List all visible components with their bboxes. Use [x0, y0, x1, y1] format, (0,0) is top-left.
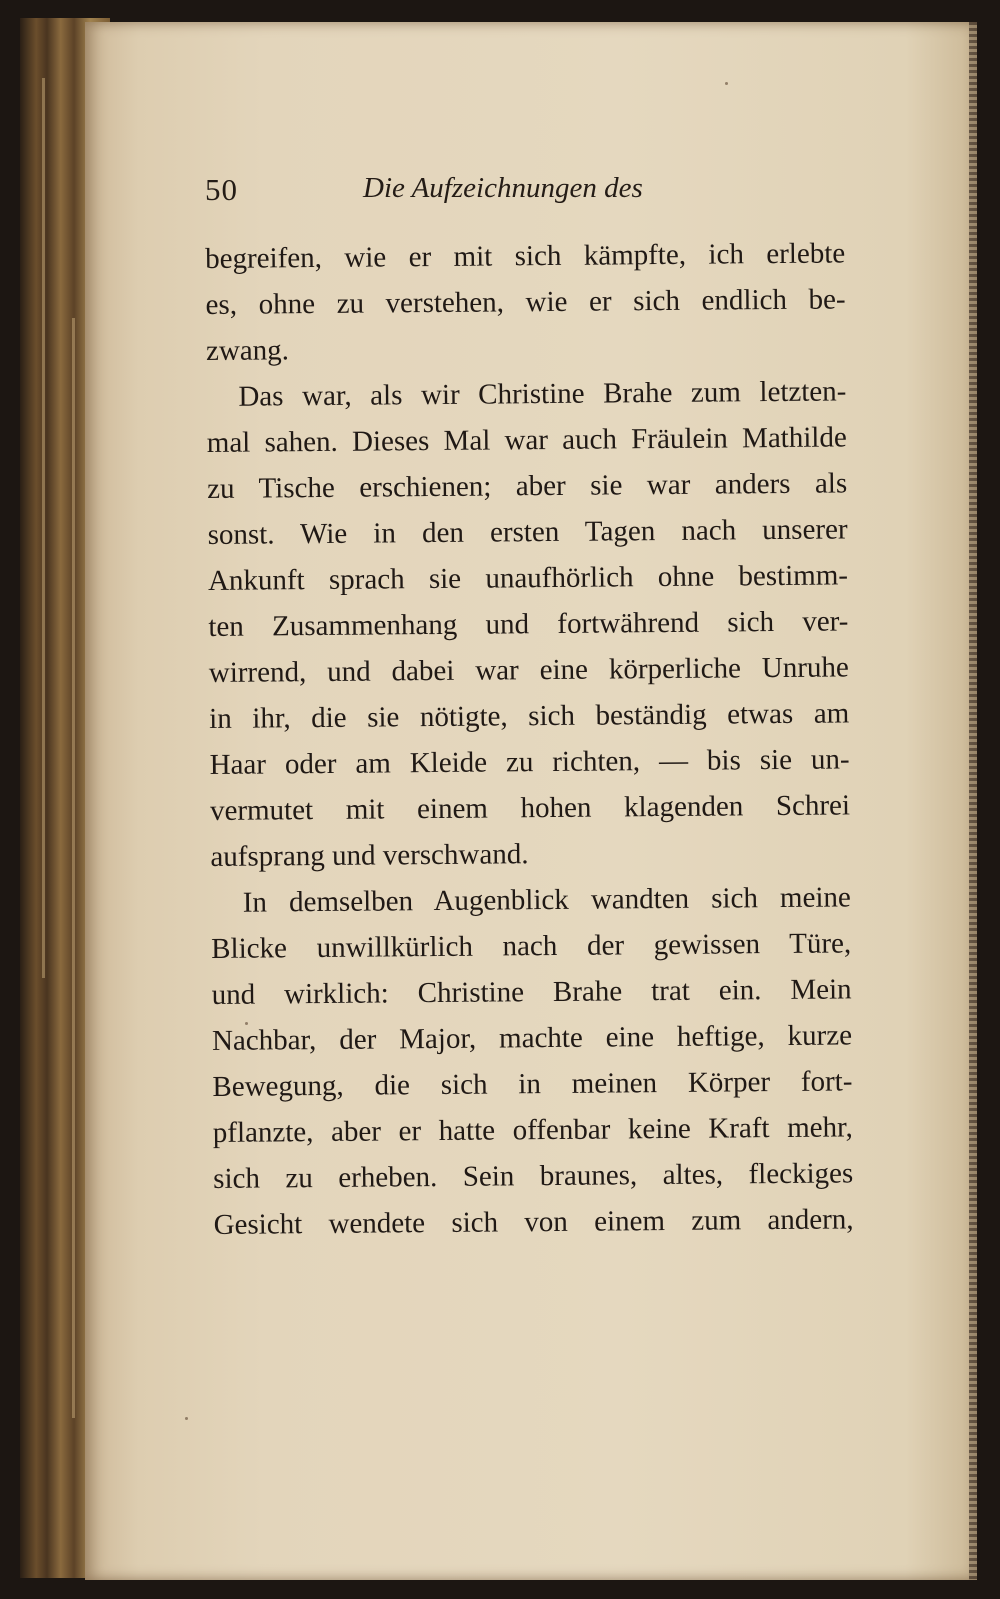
text-line: ten Zusammenhang und fortwährend sich ver-: [208, 605, 849, 643]
text-line: Das war, als wir Christine Brahe zum letzten-: [238, 375, 847, 413]
page-number: 50: [205, 172, 238, 207]
text-line: wirrend, und dabei war eine körperliche Unruhe: [208, 651, 849, 689]
text-line: Blicke unwillkürlich nach der gewissen Türe,: [211, 927, 852, 965]
text-line: Haar oder am Kleide zu richten, — bis sie un-: [209, 743, 850, 781]
running-title: Die Aufzeichnungen des: [363, 172, 643, 204]
text-line: es, ohne zu verstehen, wie er sich endlich be-: [205, 283, 846, 321]
text-line: sich zu erheben. Sein braunes, altes, fleckiges: [213, 1157, 854, 1195]
text-line: Bewegung, die sich in meinen Körper fort-: [212, 1065, 853, 1103]
body-text: [205, 230, 854, 1248]
text-line: und wirklich: Christine Brahe trat ein. Mein: [211, 973, 852, 1011]
text-line: Nachbar, der Major, machte eine heftige, kurze: [211, 1019, 853, 1057]
page-header: [205, 172, 745, 222]
text-line: vermutet mit einem hohen klagenden Schrei: [209, 789, 851, 827]
text-line: zu Tische erschienen; aber sie war anders als: [207, 467, 848, 505]
text-line: Ankunft sprach sie unaufhörlich ohne bestimm-: [207, 559, 849, 597]
text-line: In demselben Augenblick wandten sich meine: [242, 881, 851, 919]
page-edge: [969, 22, 977, 1580]
text-line: zwang.: [205, 334, 290, 367]
text-line: pflanzte, aber er hatte offenbar keine Kraft mehr,: [212, 1111, 853, 1149]
text-line: Gesicht wendete sich von einem zum andern,: [213, 1203, 854, 1241]
text-line: begreifen, wie er mit sich kämpfte, ich erlebte: [205, 237, 846, 275]
text-line: sonst. Wie in den ersten Tagen nach unserer: [207, 513, 848, 551]
text-line: in ihr, die sie nötigte, sich beständig etwas am: [209, 697, 850, 735]
text-line: aufsprang und verschwand.: [210, 838, 529, 873]
text-line: mal sahen. Dieses Mal war auch Fräulein Mathilde: [206, 421, 847, 459]
